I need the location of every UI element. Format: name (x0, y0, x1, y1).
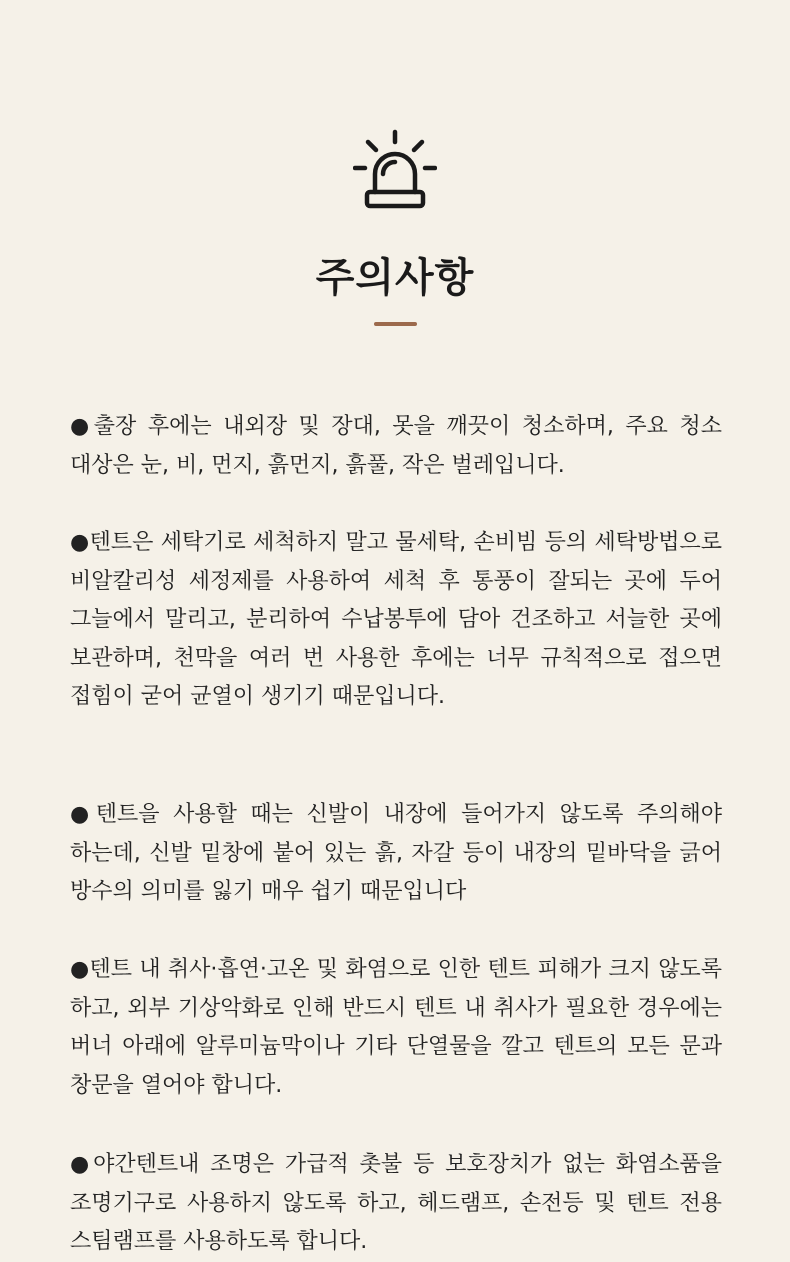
title-divider (374, 322, 417, 326)
notice-paragraph: ●텐트은 세탁기로 세척하지 말고 물세탁, 손비빔 등의 세탁방법으로 비알칼리성 세정제를 사용하여 세척 후 통풍이 잘되는 곳에 두어 그늘에서 말리고, 분리하여 수납봉투에 담아 건조하고 서늘한 곳에 보관하며, 천막을 여러 번 사용한 후에는 너무 규칙적으로 접으면 접힘이 굳어 균열이 생기기 때문입니다. (70, 530, 722, 709)
notice-paragraph: ●야간텐트내 조명은 가급적 촛불 등 보호장치가 없는 화염소품을 조명기구로 사용하지 않도록 하고, 헤드램프, 손전등 및 텐트 전용 스팀램프를 사용하도록 합니다. (70, 1152, 722, 1254)
page-title: 주의사항 (315, 255, 475, 301)
notice-paragraph: ●출장 후에는 내외장 및 장대, 못을 깨끗이 청소하며, 주요 청소 대상은 눈, 비, 먼지, 흙먼지, 흙풀, 작은 벌레입니다. (70, 414, 722, 478)
siren-icon (0, 128, 790, 216)
notice-paragraph: ●텐트을 사용할 때는 신발이 내장에 들어가지 않도록 주의해야 하는데, 신발 밑창에 붙어 있는 흙, 자갈 등이 내장의 밑바닥을 긁어 방수의 의미를 잃기 매우 쉽기 때문입니다 (70, 802, 722, 904)
notice-paragraph: ●텐트 내 취사·흡연·고온 및 화염으로 인한 텐트 피해가 크지 않도록 하고, 외부 기상악화로 인해 반드시 텐트 내 취사가 필요한 경우에는 버너 아래에 알루미늄막이나 기타 단열물을 깔고 텐트의 모든 문과 창문을 열어야 합니다. (70, 957, 722, 1098)
